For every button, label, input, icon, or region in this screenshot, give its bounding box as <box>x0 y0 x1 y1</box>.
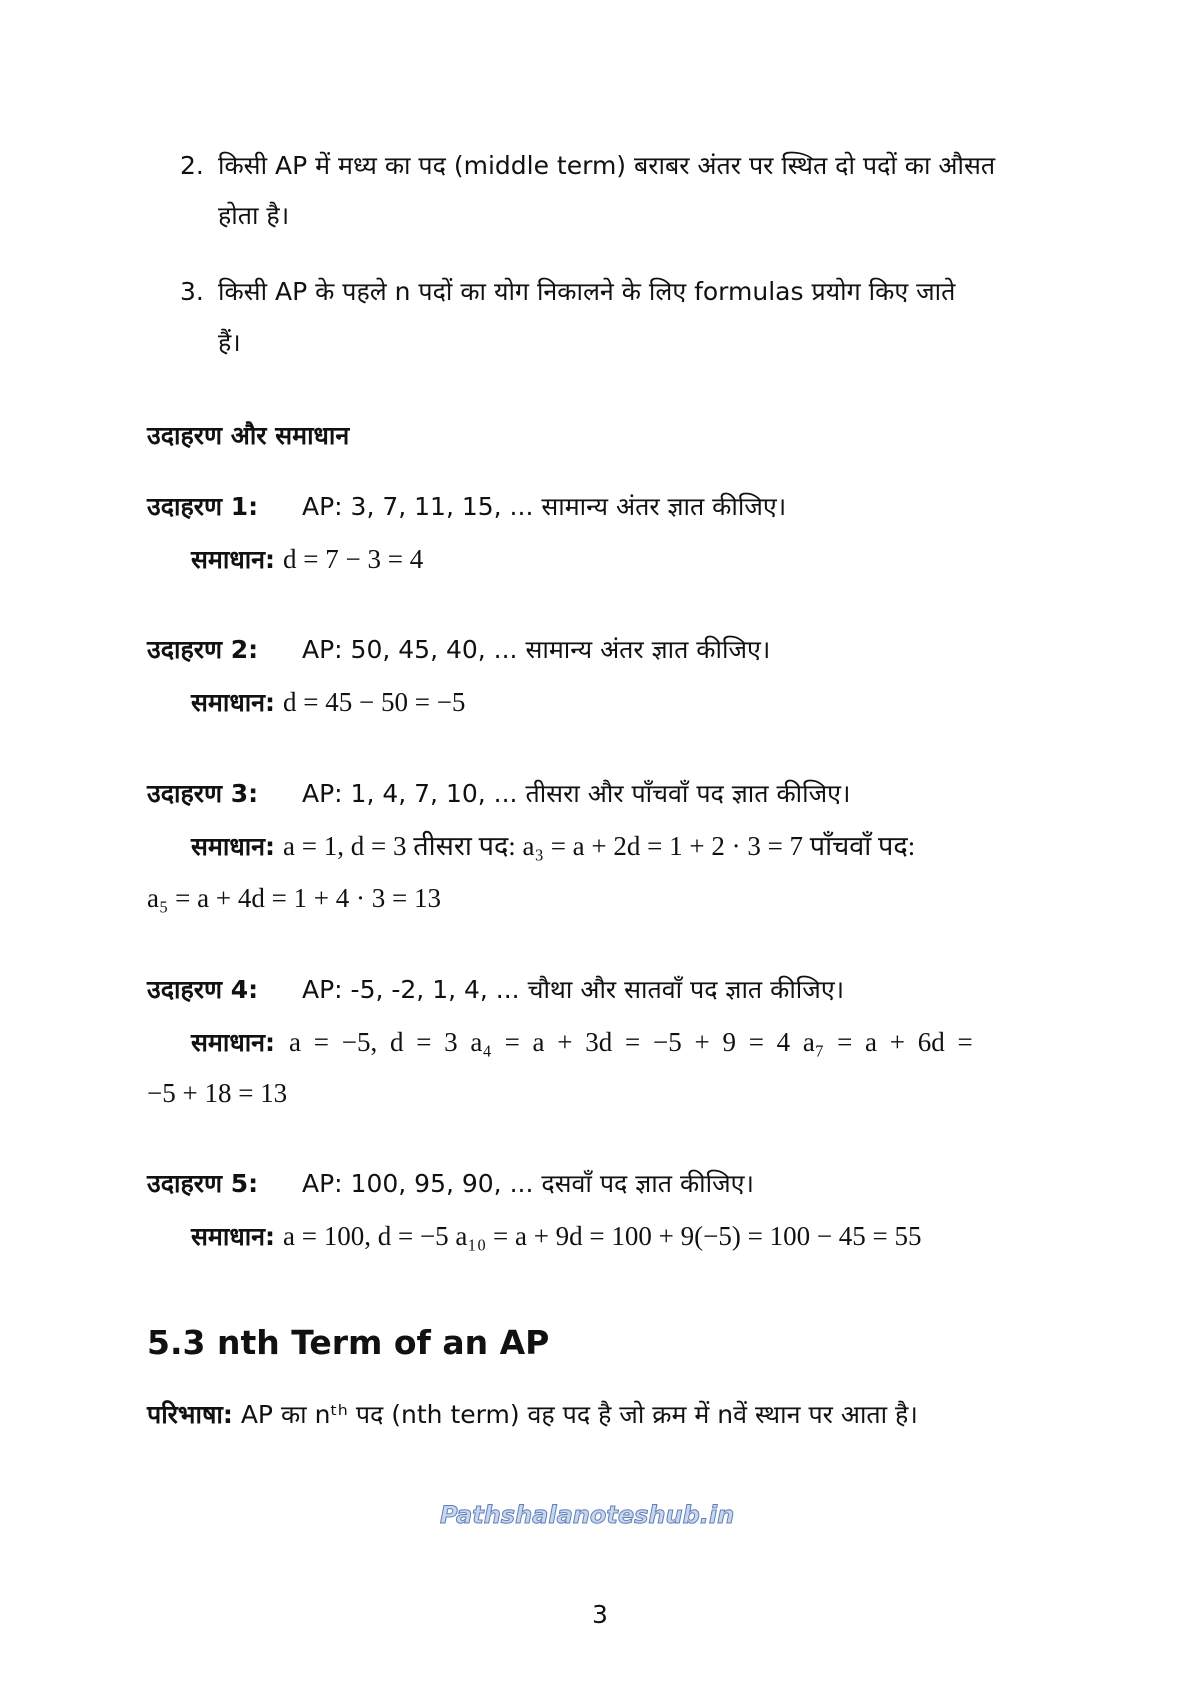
list-number: 3. <box>180 277 204 306</box>
example-question: AP: 50, 45, 40, ... सामान्य अंतर ज्ञात कीजिए। <box>302 635 771 664</box>
solution-math: a = 1, d = 3 तीसरा पद: a₃ = a + 2d = 1 + 2 · 3 = 7 पाँचवाँ पद: <box>283 831 916 861</box>
example-label: उदाहरण 2: <box>147 635 259 664</box>
list-text: किसी AP में मध्य का पद (middle term) बराबर अंतर पर स्थित दो पदों का औसत <box>218 151 996 180</box>
solution-5 <box>191 1219 922 1254</box>
list-text: होता है। <box>218 201 290 230</box>
example-1 <box>147 490 786 524</box>
list-number: 2. <box>180 151 204 180</box>
example-5 <box>147 1167 754 1201</box>
solution-label: समाधान: <box>191 832 276 861</box>
solution-3 <box>191 829 915 864</box>
example-label: उदाहरण 4: <box>147 975 259 1004</box>
list-text: किसी AP के पहले n पदों का योग निकालने के लिए formulas प्रयोग किए जाते <box>218 277 956 306</box>
example-question: AP: -5, -2, 1, 4, ... चौथा और सातवाँ पद ज्ञात कीजिए। <box>302 975 845 1004</box>
solution-label: समाधान: <box>191 1028 276 1057</box>
solution-2 <box>191 685 465 720</box>
definition-text: AP का nᵗʰ पद (nth term) वह पद है जो क्रम में nवें स्थान पर आता है। <box>240 1400 918 1429</box>
solution-math: a₅ = a + 4d = 1 + 4 · 3 = 13 <box>147 883 442 913</box>
solution-math: d = 45 − 50 = −5 <box>283 687 466 717</box>
example-label: उदाहरण 3: <box>147 779 259 808</box>
example-label: उदाहरण 1: <box>147 492 259 521</box>
example-2 <box>147 633 770 667</box>
watermark: Pathshalanoteshub.in <box>440 1501 735 1529</box>
solution-label: समाधान: <box>191 1222 276 1251</box>
page-number: 3 <box>592 1600 608 1629</box>
section-heading: उदाहरण और समाधान <box>147 421 350 450</box>
definition-label: परिभाषा: <box>147 1400 233 1429</box>
solution-math: d = 7 − 3 = 4 <box>283 544 424 574</box>
definition <box>147 1398 918 1432</box>
example-question: AP: 3, 7, 11, 15, ... सामान्य अंतर ज्ञात कीजिए। <box>302 492 787 521</box>
solution-label: समाधान: <box>191 688 276 717</box>
section-title-5-3: 5.3 nth Term of an AP <box>147 1323 550 1362</box>
solution-1 <box>191 542 423 577</box>
solution-label: समाधान: <box>191 545 276 574</box>
solution-math: −5 + 18 = 13 <box>147 1078 288 1108</box>
example-question: AP: 1, 4, 7, 10, ... तीसरा और पाँचवाँ पद ज्ञात कीजिए। <box>302 779 851 808</box>
solution-math: a = −5, d = 3 a₄ = a + 3d = −5 + 9 = 4 a₇ = a + 6d = <box>289 1027 973 1057</box>
example-label: उदाहरण 5: <box>147 1169 259 1198</box>
example-4 <box>147 973 844 1007</box>
example-question: AP: 100, 95, 90, ... दसवाँ पद ज्ञात कीजिए। <box>302 1169 754 1198</box>
list-text: हैं। <box>218 328 241 357</box>
example-3 <box>147 777 850 811</box>
solution-4 <box>191 1025 973 1060</box>
solution-math: a = 100, d = −5 a₁₀ = a + 9d = 100 + 9(−5) = 100 − 45 = 55 <box>283 1221 922 1251</box>
